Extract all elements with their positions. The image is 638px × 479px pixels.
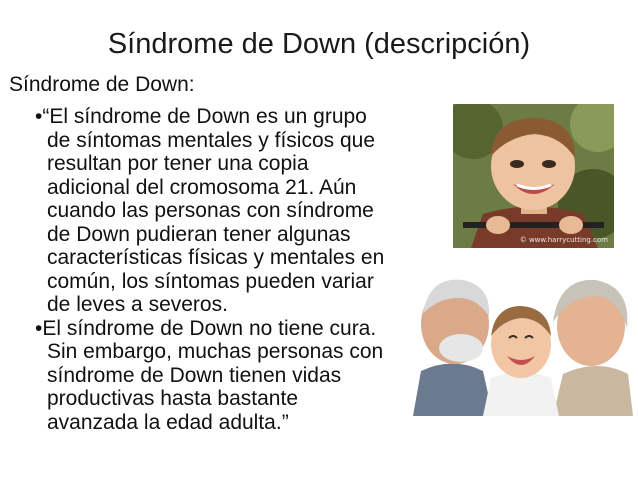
body-line: •El síndrome de Down no tiene cura. — [35, 316, 377, 340]
body-line: común, los síntomas pueden variar — [47, 269, 374, 293]
body-line: de Down pudieran tener algunas — [47, 222, 351, 246]
slide-title: Síndrome de Down (descripción) — [107, 28, 531, 60]
body-text — [35, 105, 425, 434]
body-line: productivas hasta bastante — [47, 387, 298, 410]
body-line: de leves a severos. — [47, 293, 228, 316]
body-line: adicional del cromosoma 21. Aún — [47, 175, 357, 199]
family-photo — [413, 266, 633, 416]
boy-illustration — [453, 104, 614, 248]
body-line: •“El síndrome de Down es un grupo — [35, 105, 367, 128]
body-line: cuando las personas con síndrome — [47, 199, 374, 222]
body-line: Sin embargo, muchas personas con — [47, 340, 384, 363]
body-line: resultan por tener una copia — [47, 152, 309, 175]
boy-photo — [453, 104, 614, 248]
photo-watermark: © www.harrycutting.com — [519, 236, 608, 244]
section-heading: Síndrome de Down: — [9, 73, 195, 96]
body-line: de síntomas mentales y físicos que — [47, 128, 375, 152]
family-illustration — [413, 266, 633, 416]
body-line: avanzada la edad adulta.” — [47, 410, 289, 434]
body-line: síndrome de Down tienen vidas — [47, 363, 342, 387]
body-line: características físicas y mentales en — [47, 246, 385, 269]
